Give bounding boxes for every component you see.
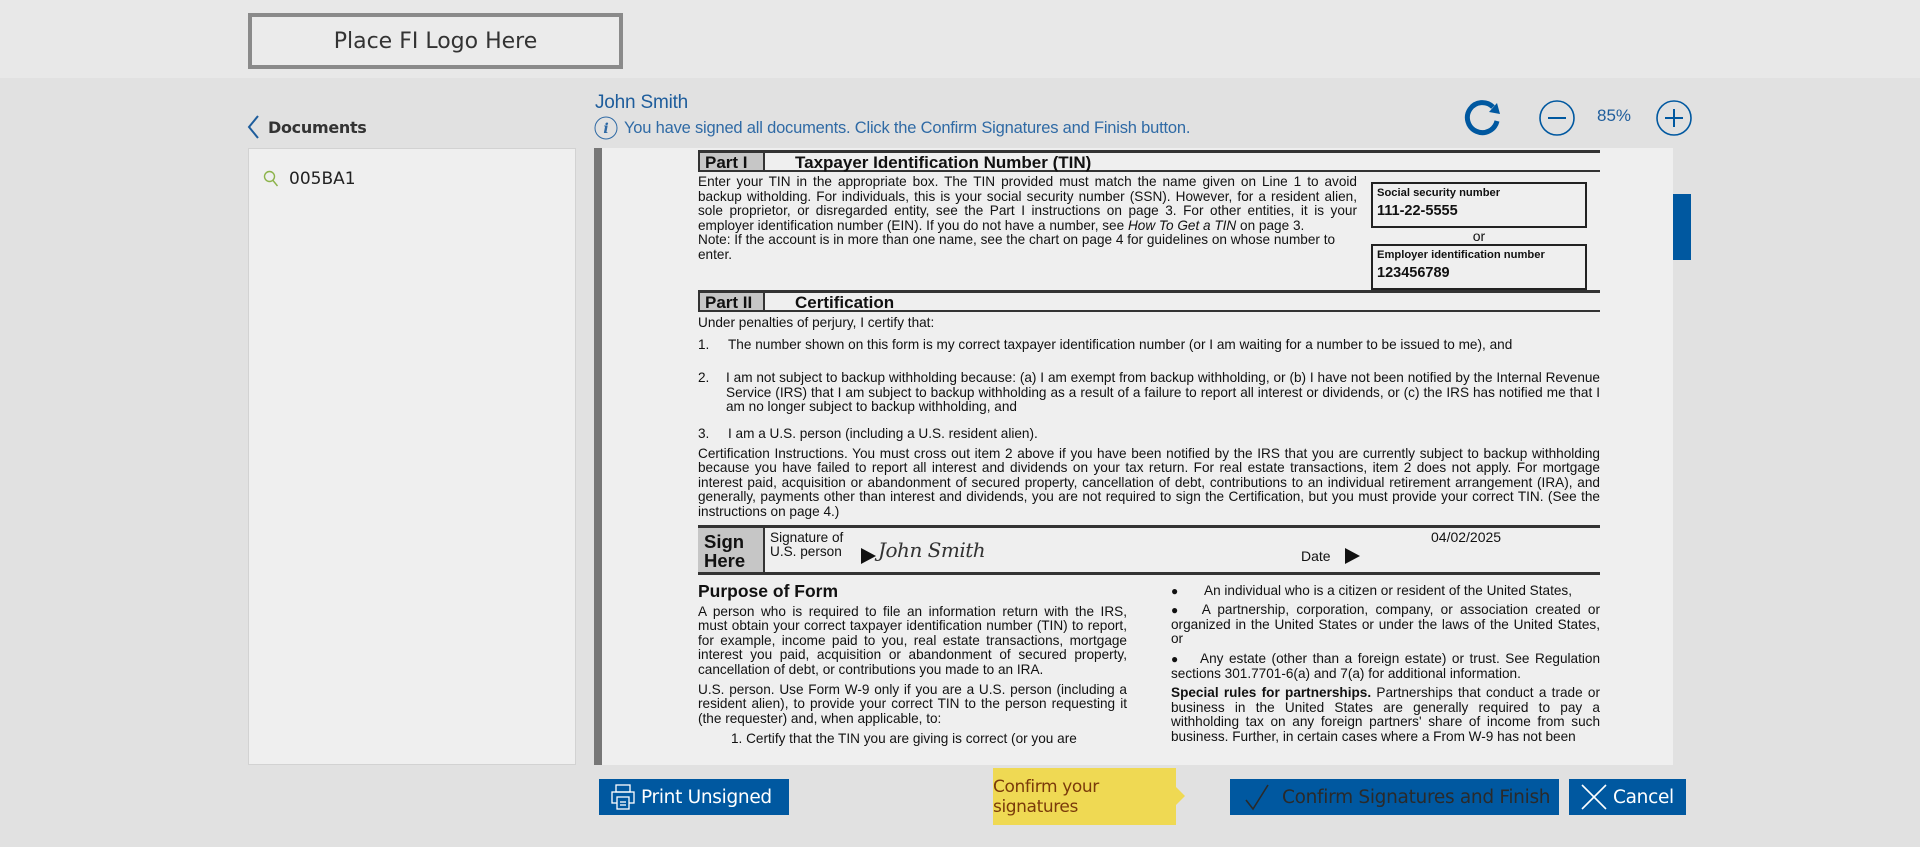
document-name: 005BA1 [289, 169, 356, 189]
purpose-section [698, 581, 1600, 747]
purpose-para: 1. Certify that the TIN you are giving is correct (or you are [731, 731, 1077, 747]
info-message [594, 116, 1190, 140]
svg-text:i: i [603, 121, 609, 137]
ein-field[interactable] [1371, 244, 1587, 290]
part1-instructions: Enter your TIN in the appropriate box. The TIN provided must match the name given on Line 1 to avoid backup witholding. For individuals, this is your social security number (SSN). However, for a resident alien, sole proprietor, or disregarded entity, see the Part I instructions on page 3. For other entities, it is your employer identification number (EIN). If you do not have a number, see How To Get a TIN on page 3. [698, 174, 1357, 233]
signer-name: John Smith [595, 92, 689, 113]
w9-page [698, 148, 1600, 747]
sign-here-label: Sign Here [698, 528, 765, 572]
documents-back-link[interactable] [246, 114, 367, 140]
logo-text: Place FI Logo Here [333, 28, 538, 54]
purpose-bullet: ● Any estate (other than a foreign estate) or trust. See Regulation sections 301.7701-6(a) and 7(a) for additional information. [1171, 650, 1601, 681]
ein-value: 123456789 [1377, 265, 1450, 281]
sidebar-title: Documents [268, 117, 367, 137]
part2-header [698, 290, 1600, 312]
ssn-label: Social security number [1377, 187, 1501, 199]
logo-placeholder [248, 13, 623, 69]
signature-value[interactable]: John Smith [878, 537, 986, 562]
printer-icon [611, 784, 635, 810]
viewer-left-border [594, 148, 602, 765]
cert-item: 3. I am a U.S. person (including a U.S. resident alien). [698, 425, 1038, 441]
part1-note: Note: If the account is in more than one name, see the chart on page 4 for guidelines on whose number to enter. [698, 232, 1336, 262]
cert-item: 2. I am not subject to backup withholding because: (a) I am exempt from backup withholding, or (b) I have not been notified by the Internal Revenue Service (IRS) that I am subject to backup withholding as a result of a failure to report all interest or dividends, or (c) the IRS has notified me that I am no longer subject to backup withholding, and [698, 370, 1600, 415]
info-text: You have signed all documents. Click the Confirm Signatures and Finish button. [624, 118, 1191, 137]
ssn-value: 111-22-5555 [1377, 203, 1458, 219]
document-list-item[interactable] [263, 169, 356, 189]
signature-caption: Signature of U.S. person [770, 529, 844, 560]
close-icon [1581, 784, 1607, 810]
cancel-label: Cancel [1613, 786, 1674, 808]
purpose-bullet: ● A partnership, corporation, company, or association created or organized in the United States or under the laws of the United States, or [1171, 602, 1600, 647]
cancel-button[interactable] [1569, 779, 1686, 815]
rotate-button[interactable] [1462, 97, 1504, 139]
purpose-bullet: ● An individual who is a citizen or resident of the United States, [1171, 582, 1572, 598]
part1-label: Part I [698, 153, 765, 170]
signature-arrow-icon [861, 548, 876, 564]
part2-label: Part II [698, 293, 765, 310]
cert-item: 1. The number shown on this form is my correct taxpayer identification number (or I am waiting for a number to be issued to me), and [698, 336, 1513, 352]
cert-instructions: Certification Instructions. You must cross out item 2 above if you have been notified by the IRS that you are currently subject to backup withholding because you have failed to report all interest and dividends on your tax return. For real estate transactions, item 2 does not apply. For mortgage interest paid, acquisition or abandonment of secured property, cancellation of debt, contributions to an individual retirement arrangement (IRA), and generally, payments other than interest and dividends, you are not required to sign the Certification, but you must provide your correct TIN. (See the instructions on page 4.) [698, 445, 1600, 519]
special-rules: Special rules for partnerships. Partnerships that conduct a trade or business in the United States are generally required to pay a withholding tax on any foreign partners' share of income from such business. Further, in certain cases where a From W-9 has not been [1171, 685, 1601, 744]
cert-intro: Under penalties of perjury, I certify that: [698, 315, 935, 330]
viewer-scrollbar-thumb[interactable] [1673, 194, 1691, 260]
ssn-field[interactable] [1371, 182, 1587, 228]
document-list [248, 148, 576, 765]
part1-title: Taxpayer Identification Number (TIN) [795, 153, 1092, 172]
confirm-tooltip [993, 768, 1176, 825]
date-arrow-icon [1345, 548, 1360, 564]
zoom-in-button[interactable] [1655, 99, 1693, 137]
document-viewer[interactable] [594, 148, 1673, 765]
date-value[interactable]: 04/02/2025 [1431, 528, 1502, 545]
purpose-para: A person who is required to file an information return with the IRS, must obtain your correct taxpayer identification number (TIN) to report, for example, income paid to you, real estate transactions, mortgage interest you paid, acquisition or abandonment of secured property, cancellation of debt, or contributions you made to an IRA. [698, 603, 1127, 677]
print-unsigned-label: Print Unsigned [641, 786, 772, 808]
chevron-left-icon [246, 114, 260, 140]
confirm-signatures-finish-button[interactable] [1230, 779, 1559, 815]
part2-title: Certification [795, 293, 895, 312]
confirm-signatures-finish-label: Confirm Signatures and Finish [1282, 786, 1551, 808]
ein-label: Employer identification number [1377, 249, 1545, 261]
checkmark-icon [1244, 783, 1270, 811]
tooltip-pointer [1176, 787, 1185, 805]
tooltip-text: Confirm your signatures [993, 776, 1099, 817]
part1-header [698, 150, 1600, 172]
purpose-title: Purpose of Form [698, 580, 839, 601]
search-icon [263, 170, 279, 188]
cert-list [698, 338, 1600, 442]
tin-section [698, 175, 1600, 290]
or-text: or [1472, 228, 1486, 244]
date-label: Date [1301, 547, 1331, 564]
zoom-level: 85% [1597, 106, 1632, 125]
purpose-para: U.S. person. Use Form W-9 only if you are a U.S. person (including a resident alien), to provide your correct TIN to the person requesting it (the requester) and, when applicable, to: [698, 681, 1127, 726]
sign-here-row [698, 525, 1600, 575]
info-icon [594, 116, 618, 140]
zoom-out-button[interactable] [1538, 99, 1576, 137]
print-unsigned-button[interactable] [599, 779, 789, 815]
